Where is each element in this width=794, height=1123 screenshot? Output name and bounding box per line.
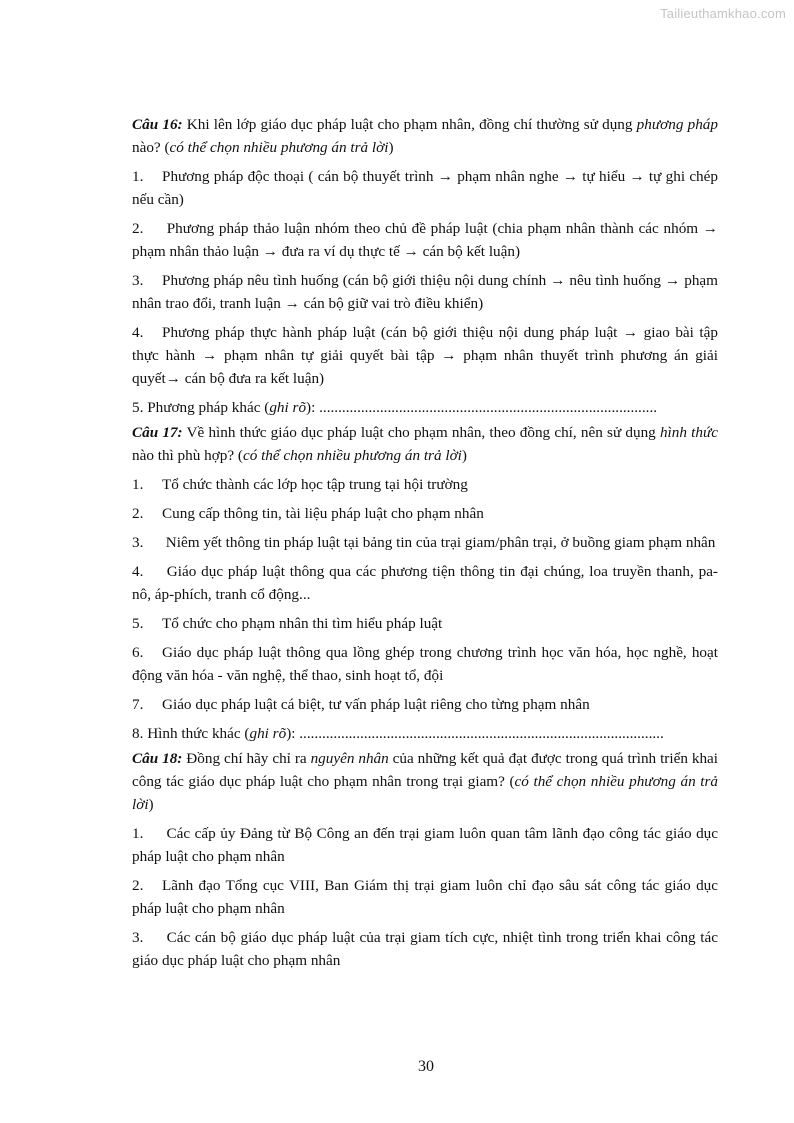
option-other	[132, 722, 718, 745]
prompt-text: )	[148, 796, 154, 813]
option-item	[132, 321, 718, 390]
prompt-emphasis: nguyên nhân	[310, 750, 389, 767]
option-item	[132, 269, 718, 315]
option-item	[132, 531, 718, 554]
option-number: 3.	[132, 272, 144, 289]
question-16	[132, 113, 718, 419]
other-blank: ): ................................................................................................	[286, 725, 664, 742]
option-number: 1.	[132, 476, 144, 493]
option-text: Cung cấp thông tin, tài liệu pháp luật cho phạm nhân	[162, 505, 484, 522]
option-number: 2.	[132, 505, 144, 522]
option-number: 2.	[132, 877, 144, 894]
option-number: 1.	[132, 825, 144, 842]
option-number: 3.	[132, 929, 144, 946]
prompt-note: có thể chọn nhiều phương án trả lời	[132, 773, 718, 813]
option-number: 4.	[132, 324, 144, 341]
watermark: Tailieuthamkhao.com	[660, 6, 786, 21]
question-18-prompt	[132, 747, 718, 816]
other-blank: ): .........................................................................................	[306, 399, 658, 416]
option-item	[132, 502, 718, 525]
prompt-text: Về hình thức giáo dục pháp luật cho phạm nhân, theo đồng chí, nên sử dụng	[182, 424, 660, 441]
question-17	[132, 421, 718, 745]
question-17-prompt	[132, 421, 718, 467]
option-item	[132, 560, 718, 606]
prompt-text: Đồng chí hãy chỉ ra	[182, 750, 311, 767]
prompt-text: )	[388, 139, 394, 156]
option-item	[132, 641, 718, 687]
option-item	[132, 217, 718, 263]
option-text: Giáo dục pháp luật thông qua lồng ghép trong chương trình học văn hóa, học nghề, hoạt động văn hóa - văn nghệ, thể thao, sinh hoạt tổ, đội	[132, 644, 718, 684]
question-label: Câu 18:	[132, 750, 183, 767]
option-text: Tổ chức cho phạm nhân thi tìm hiểu pháp luật	[162, 615, 443, 632]
option-number: 6.	[132, 644, 144, 661]
option-number: 7.	[132, 696, 144, 713]
page-number: 30	[418, 1058, 434, 1075]
option-text: Phương pháp thực hành pháp luật (cán bộ giới thiệu nội dung pháp luật → giao bài tập thực hành → phạm nhân tự giải quyết bài tập → phạm nhân thuyết trình phương án giải quyết→ cán bộ đưa ra kết luận)	[132, 324, 718, 387]
option-number: 5.	[132, 615, 144, 632]
document-body	[132, 113, 718, 978]
prompt-emphasis: phương pháp	[636, 116, 718, 133]
option-text: Lãnh đạo Tổng cục VIII, Ban Giám thị trại giam luôn chỉ đạo sâu sát công tác giáo dục pháp luật cho phạm nhân	[132, 877, 718, 917]
prompt-text: nào? (	[132, 139, 170, 156]
option-item	[132, 612, 718, 635]
other-text: 8. Hình thức khác (	[132, 725, 250, 742]
option-item	[132, 693, 718, 716]
option-other	[132, 396, 718, 419]
prompt-text: của những kết quả đạt được trong quá trình triển khai công tác giáo dục pháp luật cho phạm nhân trong trại giam? (	[132, 750, 718, 790]
question-16-prompt	[132, 113, 718, 159]
option-text: Các cấp ủy Đảng từ Bộ Công an đến trại giam luôn quan tâm lãnh đạo công tác giáo dục pháp luật cho phạm nhân	[132, 825, 718, 865]
prompt-text: nào thì phù hợp? (	[132, 447, 243, 464]
prompt-text: Khi lên lớp giáo dục pháp luật cho phạm nhân, đồng chí thường sử dụng	[182, 116, 637, 133]
question-label: Câu 17:	[132, 424, 183, 441]
other-text: 5. Phương pháp khác (	[132, 399, 270, 416]
question-18	[132, 747, 718, 972]
prompt-note: có thể chọn nhiều phương án trả lời	[169, 139, 389, 156]
option-number: 2.	[132, 220, 144, 237]
option-item	[132, 926, 718, 972]
option-text: Niêm yết thông tin pháp luật tại bảng tin của trại giam/phân trại, ở buồng giam phạm nhân	[162, 534, 716, 551]
option-item	[132, 874, 718, 920]
option-text: Các cán bộ giáo dục pháp luật của trại giam tích cực, nhiệt tình trong triển khai công tác giáo dục pháp luật cho phạm nhân	[132, 929, 718, 969]
prompt-note: có thể chọn nhiều phương án trả lời	[242, 447, 462, 464]
other-emphasis: ghi rõ	[249, 725, 287, 742]
option-text: Phương pháp thảo luận nhóm theo chủ đề pháp luật (chia phạm nhân thành các nhóm → phạm nhân thảo luận → đưa ra ví dụ thực tế → cán bộ kết luận)	[132, 220, 718, 260]
other-emphasis: ghi rõ	[269, 399, 307, 416]
option-item	[132, 473, 718, 496]
option-number: 3.	[132, 534, 144, 551]
option-text: Phương pháp nêu tình huống (cán bộ giới thiệu nội dung chính → nêu tình huống → phạm nhân trao đổi, tranh luận → cán bộ giữ vai trò điều khiển)	[132, 272, 718, 312]
option-number: 4.	[132, 563, 144, 580]
prompt-emphasis: hình thức	[659, 424, 718, 441]
option-text: Phương pháp độc thoại ( cán bộ thuyết trình → phạm nhân nghe → tự hiểu → tự ghi chép nếu cần)	[132, 168, 718, 208]
option-item	[132, 822, 718, 868]
question-label: Câu 16:	[132, 116, 183, 133]
option-text: Giáo dục pháp luật thông qua các phương tiện thông tin đại chúng, loa truyền thanh, pa-nô, áp-phích, tranh cổ động...	[132, 563, 718, 603]
prompt-text: )	[461, 447, 467, 464]
option-text: Tổ chức thành các lớp học tập trung tại hội trường	[162, 476, 468, 493]
option-number: 1.	[132, 168, 144, 185]
option-item	[132, 165, 718, 211]
option-text: Giáo dục pháp luật cá biệt, tư vấn pháp luật riêng cho từng phạm nhân	[162, 696, 590, 713]
